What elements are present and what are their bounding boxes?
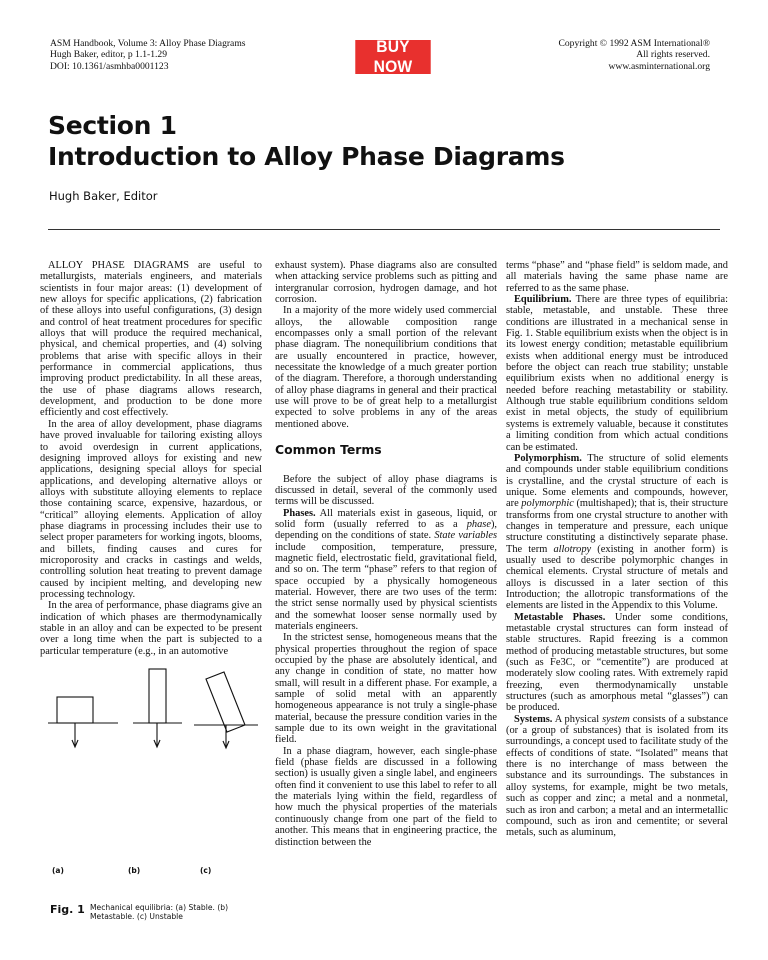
page-title: Introduction to Alloy Phase Diagrams	[48, 142, 565, 171]
col2-paragraph-phases: Phases. All materials exist in gaseous, liquid, or solid form (usually referred to as a phase), depending on the conditions of state. State variables include composition, temperature, pressure, magnetic field, electrostatic field, gravitational field, and so on. The term “phase” refers to that region of space occupied by a physically homogeneous material. However, there are two uses of the term: the strict sense normally used by physical scientists and the somewhat looser sense normally used by materials engineers.	[275, 507, 497, 632]
col2-paragraph: In the strictest sense, homogeneous means that the physical properties throughout the region of space occupied by the phase are absolutely identical, and any change in condition of state, no matter how small, will result in a different phase. For example, a sample of solid metal with an apparently homogeneous appearance is not truly a single-phase material, because the pressure condition varies in the sample due to its own weight in the gravitational field.	[275, 632, 497, 746]
col3-paragraph: terms “phase” and “phase field” is seldom made, and all materials having the same phase name are referred to as the same phase.	[506, 260, 728, 294]
text-column-3	[506, 260, 728, 839]
term-metastable-phases: Metastable Phases.	[514, 611, 606, 623]
header-rights: All rights reserved.	[636, 49, 710, 61]
col2-paragraph: exhaust system). Phase diagrams also are consulted when attacking service problems such as pitting and intergranular corrosion, hydrogen damage, and hot corrosion.	[275, 260, 497, 306]
col2-paragraph: In a phase diagram, however, each single-phase field (phase fields are discussed in a following section) is usually given a single label, and engineers often find it convenient to use this label to refer to all the materials lying within the field, regardless of how much the physical properties of the materials continuously change from one part of the field to another. This means that in engineering practice, the distinction between the	[275, 745, 497, 848]
header-right	[558, 38, 710, 72]
header-volume: ASM Handbook, Volume 3: Alloy Phase Diagrams	[50, 38, 246, 49]
term-state-variables: State variables	[434, 530, 497, 542]
header-copyright: Copyright © 1992 ASM International®	[558, 38, 710, 49]
term-equilibrium: Equilibrium.	[514, 294, 572, 306]
section-heading-common-terms: Common Terms	[275, 442, 382, 458]
figure-label-b: (b)	[128, 866, 141, 875]
col1-paragraph: In the area of alloy development, phase diagrams have proved invaluable for tailoring existing alloys to avoid overdesign in current applications, designing improved alloys for existing and new applications, designing special alloys for special applications, and developing alternative alloys or alloys with substitute alloying elements to replace those containing scarce, expensive, hazardous, or “critical” alloying elements. Application of alloy phase diagrams in processing includes their use to select proper parameters for working ingots, blooms, and billets, finding causes and cures for microporosity and cracks in castings and welds, controlling solution heat treating to prevent damage caused by incipient melting, and developing new processing technology.	[40, 418, 262, 600]
buy-now-button[interactable]: BUY NOW	[355, 40, 430, 74]
text-column-1	[40, 260, 262, 657]
figure-label-a: (a)	[52, 866, 64, 875]
figure-caption-text: Mechanical equilibria: (a) Stable. (b) Metastable. (c) Unstable	[90, 903, 229, 922]
col3-paragraph-systems: Systems. A physical system consists of a substance (or a group of substances) that is isolated from its surroundings, a concept used to facilitate study of the effects of conditions of state. “Isolated” means that there is no interchange of mass between the substance and its surroundings. The substances in alloy systems, for example, might be two metals, such as copper and zinc; a metal and a nonmetal, such as iron and carbon; a metal and an intermetallic compound, such as iron and cementite; or several metals, such as aluminum,	[506, 713, 728, 839]
unstable-block-illustration	[194, 672, 258, 748]
col3-paragraph-metastable: Metastable Phases. Under some conditions, metastable crystal structures can form instead of stable structures. Rapid freezing is a common method of producing metastable structures, but some (such as Fe3C, or “cementite”) are produced at moderately slow cooling rates. With extremely rapid freezing, even thermodynamically unstable structures (such as amorphous metal “glasses”) can be produced.	[506, 611, 728, 714]
term-polymorphic: polymorphic	[521, 498, 574, 510]
section-title-block	[48, 110, 565, 172]
col2-paragraph: In a majority of the more widely used commercial alloys, the allowable composition range encompasses only a small portion of the relevant phase diagram. The nonequilibrium conditions that are usually encountered in practice, however, necessitate the knowledge of a much greater portion of the diagram. Therefore, a thorough understanding of alloy phase diagrams in general and their practical use will prove to be of great help to a metallurgist expected to solve problems in any of the areas mentioned above.	[275, 305, 497, 430]
col1-paragraph: ALLOY PHASE DIAGRAMS are useful to metallurgists, materials engineers, and materials scientists in four major areas: (1) development of new alloys for specific applications, (2) fabrication of these alloys into useful configurations, (3) design and control of heat treatment procedures for specific alloys that will produce the required mechanical, physical, and chemical properties, and (4) solving problems that arise with specific alloys in their performance in commercial applications, thus improving product predictability. In all these areas, the use of phase diagrams allows research, development, and production to be done more efficiently and cost effectively.	[40, 260, 262, 419]
col2-paragraph: Before the subject of alloy phase diagrams is discussed in detail, several of the commonly used terms will be discussed.	[275, 473, 497, 508]
header-left	[50, 38, 246, 72]
mechanical-equilibria-diagram	[40, 633, 270, 873]
figure-number: Fig. 1	[50, 903, 85, 916]
term-polymorphism: Polymorphism.	[514, 452, 582, 464]
term-systems: Systems.	[514, 713, 553, 725]
col3-paragraph-polymorphism: Polymorphism. The structure of solid elements and compounds under stable equilibrium conditions is crystalline, and the crystal structure of each is unique. Some elements and compounds, however, are polymorphic (multishaped); that is, their structure transforms from one crystal structure to another with changes in temperature and pressure, each unique structure constituting a distinctively separate phase. The term allotropy (existing in another form) is usually used to describe polymorphic changes in chemical elements. Crystal structure of metals and alloys is discussed in a later section of this Introduction; the allotropic transformations of the elements are listed in the Appendix to this Volume.	[506, 452, 728, 612]
col3-paragraph-equilibrium: Equilibrium. There are three types of equilibria: stable, metastable, and unstable. These three conditions are illustrated in a mechanical sense in Fig. 1. Stable equilibrium exists when the object is in its lowest energy condition; metastable equilibrium exists when additional energy must be introduced before the object can reach true stability; unstable equilibrium exists when no additional energy is needed before reaching metastability or stability. Although true stable equilibrium conditions seldom exist in metal objects, the study of equilibrium systems is extremely valuable, because it constitutes a limiting condition from which actual conditions can be estimated.	[506, 294, 728, 453]
header-editor-pages: Hugh Baker, editor, p 1.1-1.29	[50, 49, 167, 61]
figure-label-c: (c)	[200, 866, 212, 875]
term-phases: Phases.	[283, 507, 316, 519]
text-column-2	[275, 260, 497, 848]
term-system: system	[602, 713, 630, 725]
section-number: Section 1	[48, 111, 177, 140]
col1-paragraph: In the area of performance, phase diagrams give an indication of which phases are thermodynamically stable in an alloy and can be expected to be present over a long time when the part is subjected to a particular temperature (e.g., in an automotive	[40, 600, 262, 657]
stable-block-illustration	[48, 697, 118, 747]
term-phase: phase	[466, 518, 491, 530]
header-doi: DOI: 10.1361/asmhba0001123	[50, 60, 169, 72]
term-allotropy: allotropy	[553, 543, 592, 555]
title-divider	[48, 229, 720, 230]
metastable-block-illustration	[133, 669, 182, 747]
section-editor: Hugh Baker, Editor	[49, 189, 158, 203]
figure-1	[40, 633, 270, 922]
header-website-link[interactable]: www.asminternational.org	[608, 60, 710, 72]
